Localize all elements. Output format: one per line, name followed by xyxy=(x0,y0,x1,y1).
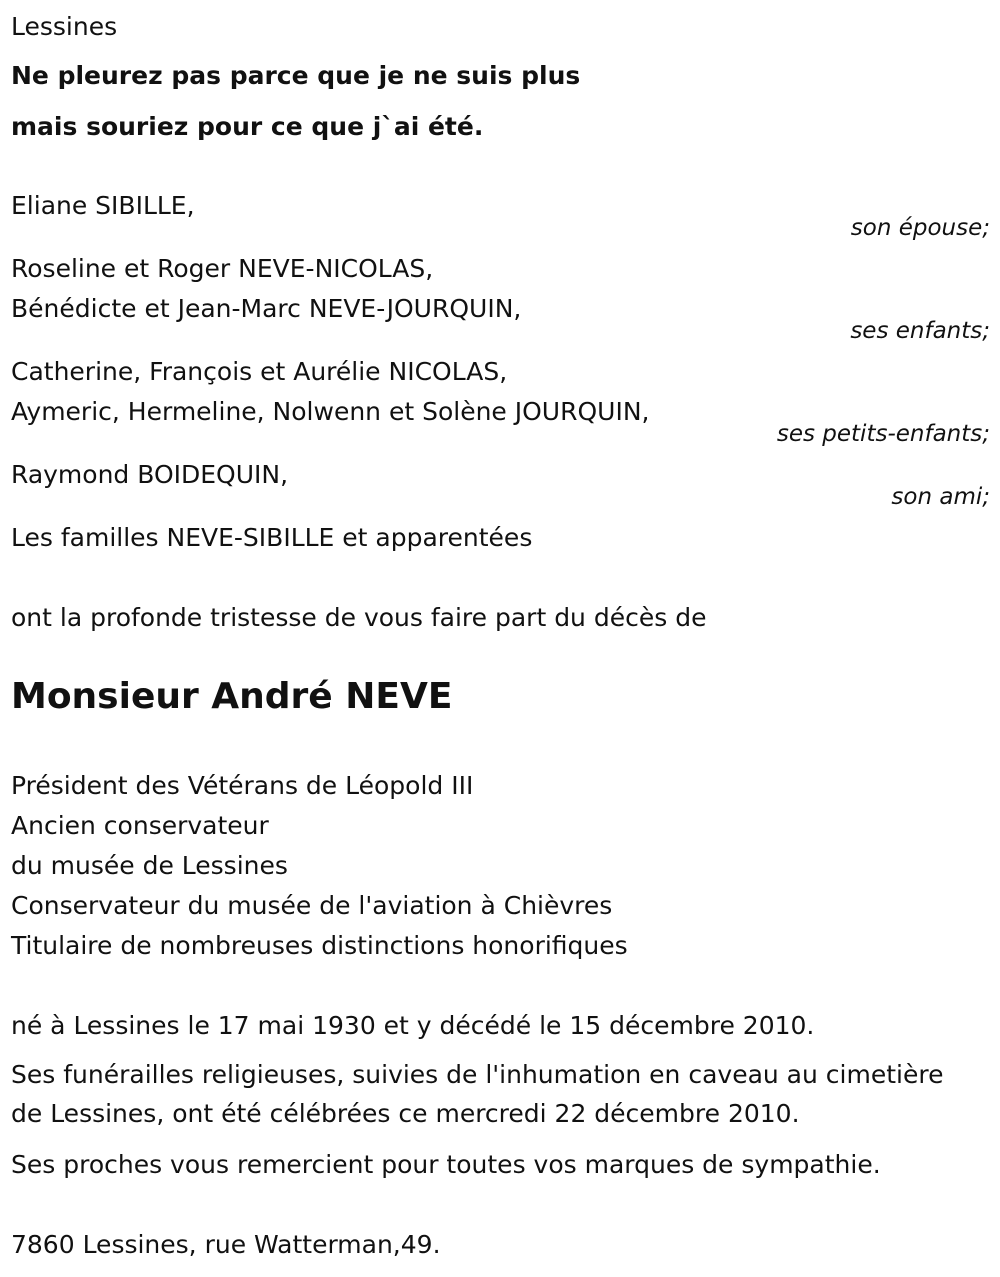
thanks-line: Ses proches vous remercient pour toutes vos marques de sympathie. xyxy=(11,1150,881,1179)
title-line: Conservateur du musée de l'aviation à Chièvres xyxy=(11,891,613,920)
grandchild-name: Catherine, François et Aurélie NICOLAS, xyxy=(11,357,508,386)
birth-death-line: né à Lessines le 17 mai 1930 et y décédé le 15 décembre 2010. xyxy=(11,1011,815,1040)
title-line: du musée de Lessines xyxy=(11,851,288,880)
friend-name: Raymond BOIDEQUIN, xyxy=(11,460,289,489)
place-header: Lessines xyxy=(11,12,118,41)
families-line: Les familles NEVE-SIBILLE et apparentées xyxy=(11,523,533,552)
quote-line-1: Ne pleurez pas parce que je ne suis plus xyxy=(11,61,581,90)
title-line: Ancien conservateur xyxy=(11,811,269,840)
friend-role: son ami; xyxy=(891,484,990,510)
spouse-role: son épouse; xyxy=(850,215,990,241)
children-role: ses enfants; xyxy=(850,318,990,344)
funeral-line-1: Ses funérailles religieuses, suivies de l'inhumation en caveau au cimetière xyxy=(11,1060,944,1089)
child-name: Roseline et Roger NEVE-NICOLAS, xyxy=(11,254,434,283)
grandchildren-role: ses petits-enfants; xyxy=(776,421,990,447)
title-line: Président des Vétérans de Léopold III xyxy=(11,771,474,800)
grandchild-name: Aymeric, Hermeline, Nolwenn et Solène JOURQUIN, xyxy=(11,397,650,426)
deceased-name: Monsieur André NEVE xyxy=(11,676,453,717)
title-line: Titulaire de nombreuses distinctions honorifiques xyxy=(11,931,628,960)
address-line: 7860 Lessines, rue Watterman,49. xyxy=(11,1230,441,1259)
funeral-line-2: de Lessines, ont été célébrées ce mercredi 22 décembre 2010. xyxy=(11,1099,800,1128)
spouse-name: Eliane SIBILLE, xyxy=(11,191,195,220)
quote-line-2: mais souriez pour ce que j`ai été. xyxy=(11,112,484,141)
child-name: Bénédicte et Jean-Marc NEVE-JOURQUIN, xyxy=(11,294,522,323)
announcement-text: ont la profonde tristesse de vous faire part du décès de xyxy=(11,603,707,632)
